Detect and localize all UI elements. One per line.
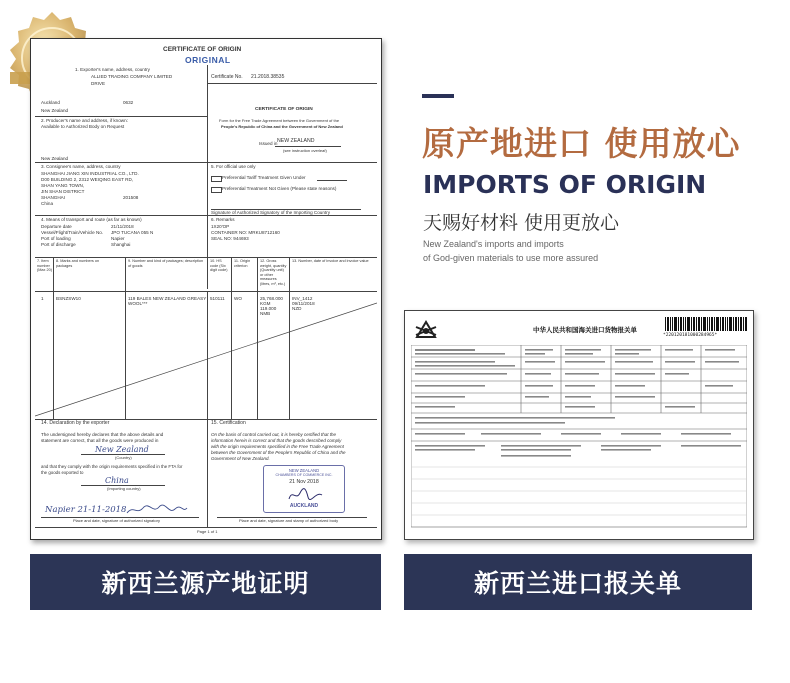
remark-line3: SEAL NO: 944693 (211, 236, 249, 241)
port-discharge: Shanghai (111, 242, 131, 247)
consignee-line5: SHANGHAI (41, 195, 65, 200)
consignee-country: China (41, 201, 54, 206)
banner-customs-declaration-label: 新西兰进口报关单 (473, 569, 682, 598)
en-heading: IMPORTS OF ORIGIN (423, 170, 707, 199)
col9-header: 9. Number and kind of packages; description of goods (128, 259, 204, 268)
cert-foot: Place and date, signature and stamp of authorized body (239, 518, 339, 523)
issued-in-label: Issued in (259, 141, 278, 146)
col12-header: 12. Gross weight, quantity (Quantity unit) or other measures (litres, m³, etc.) (260, 259, 287, 286)
decl-import-label: (Importing country) (107, 486, 141, 491)
sig-importing: Signature of Authorized Signatory of the Importing Country (211, 210, 330, 215)
stamp-date: 21 Nov 2018 (289, 479, 319, 485)
box1-label: 1. Exporter's name, address, country (75, 67, 150, 72)
box5-option2: Preferential Treatment Not Given (Please state reasons) (222, 186, 337, 191)
decl-country-handwritten: New Zealand (95, 445, 149, 454)
port-loading-label: Port of loading (41, 236, 71, 241)
original-stamp: ORIGINAL (185, 55, 231, 65)
exporter-signature-icon (125, 503, 189, 517)
box5-option1: Preferential Tariff Treatment Given Under (222, 175, 306, 180)
box5-checkbox-1 (211, 176, 222, 182)
row-weight4: NMB (260, 311, 271, 316)
col13-header: 13. Number, date of invoice and invoice value (292, 259, 369, 263)
row-origin: WO (234, 296, 242, 301)
box4-label: 4. Means of transport and route (as far as known) (41, 217, 142, 222)
decl-line4: the goods exported to (41, 470, 84, 475)
decl-import-handwritten: China (105, 476, 129, 485)
barcode-icon (665, 317, 747, 331)
exporter-code: 0632 (123, 100, 134, 105)
banner-origin-certificate (30, 554, 381, 610)
cert-line3: with the origin requirements specified in the Free Trade Agreement (211, 444, 344, 449)
row-desc-line1: 119 BALES NEW ZEALAND GREASY (128, 296, 207, 301)
cert-line5: Government of New Zealand. (211, 456, 270, 461)
row-hs-code: 510111 (210, 296, 225, 301)
banner-origin-certificate-label: 新西兰源产地证明 (101, 569, 310, 598)
departure-date: 21/11/2018 (111, 224, 134, 229)
box15-label: 15. Certification (211, 420, 246, 426)
decl-country-label: (Country) (115, 455, 132, 460)
decl-foot: Place and date, signature of authorized signatory (73, 518, 160, 523)
remark-line2: CONTAINER NO: MRKU8712160 (211, 230, 280, 235)
box14-label: 14. Declaration by the exporter (41, 420, 110, 426)
decl-line2: statement are correct, that all the goods were produced in (41, 438, 159, 443)
row-invoice3: NZD (292, 306, 302, 311)
col11-header: 11. Origin criterion (234, 259, 251, 268)
see-instruction: (see instruction overleaf) (283, 148, 327, 153)
cert-line4: between the Government of the People's Republic of China and the (211, 450, 346, 455)
box6-label: 6. Remarks (211, 217, 235, 222)
consignee-line4: JIN SHAN DISTRICT (41, 189, 85, 194)
cn-heading: 原产地进口 使用放心 (422, 124, 741, 163)
row-item-number: 1 (41, 296, 44, 301)
cert-line1: On the basis of control carried out, it is hereby certified that the (211, 432, 337, 437)
cert-no: 21.2018.38535 (251, 74, 285, 80)
description-line2: of God-given materials to use more assured (423, 253, 599, 263)
right-form-line1: Form for the Free Trade Agreement between the Government of the (219, 118, 340, 123)
customs-declaration-document (404, 310, 754, 540)
cert-no-label: Certificate No. (211, 74, 243, 80)
remark-line1: 1X20'OP (211, 224, 230, 229)
exporter-city: Auckland (41, 100, 60, 105)
col7-header: 7. Item number (Max 20) (37, 259, 52, 273)
consignee-line3: SHAN YANG TOWN, (41, 183, 85, 188)
row-weight1: 25,768.000 (260, 296, 283, 301)
decl-signature-handwritten: Napier 21-11-2018 (45, 505, 127, 515)
consignee-line2: D00 BUILDING 2, 2312 WEIQING EAST RD, (41, 177, 134, 182)
row-invoice1: INV_1412 (292, 296, 313, 301)
box2-note: Available to Authorized Body on Request (41, 124, 125, 129)
exporter-name: ALLIED TRADING COMPANY LIMITED (91, 74, 173, 79)
right-cert-title: CERTIFICATE OF ORIGIN (255, 107, 313, 112)
box5-label: 5. For official use only (211, 164, 256, 169)
description-line1: New Zealand's imports and imports (423, 239, 564, 249)
certifier-signature-icon (286, 487, 326, 503)
port-discharge-label: Port of discharge (41, 242, 76, 247)
consignee-line1: SHANGHAI JIANG XIN INDUSTRIAL CO., LTD. (41, 171, 139, 176)
row-weight2: KGM (260, 301, 271, 306)
decl-line1: The undersigned hereby declares that the above details and (41, 432, 164, 437)
exporter-country: New Zealand (41, 108, 69, 113)
row-marks: BSNZSW10 (56, 296, 81, 301)
customs-title: 中华人民共和国海关进口货物报关单 (533, 326, 637, 334)
stamp-city: AUCKLAND (289, 503, 319, 509)
stamp-line2: CHAMBERS OF COMMERCE INC. (275, 473, 333, 477)
col8-header: 8. Marks and numbers on packages (56, 259, 100, 268)
box2-label: 2. Producer's name and address, if known: (41, 118, 128, 123)
banner-customs-declaration (404, 554, 752, 610)
barcode-number: *220120181000284965* (663, 333, 718, 338)
decl-line3: and that they comply with the origin requirements specified in the FTA for (41, 464, 183, 469)
stamp-line1: NEW ZEALAND (288, 468, 320, 473)
customs-form-grid (411, 345, 747, 531)
accent-bar (422, 94, 454, 98)
departure-label: Departure date (41, 224, 72, 229)
consignee-postcode: 201508 (123, 195, 139, 200)
exporter-street: DRIVE (91, 81, 106, 86)
certificate-of-origin-document (30, 38, 382, 540)
vessel-no: JPO TUCANA 055 N (111, 230, 154, 235)
box5-checkbox-2 (211, 187, 222, 193)
customs-emblem-icon (413, 319, 439, 341)
box3-label: 3. Consignee's name, address, country (41, 164, 121, 169)
row-desc-line2: WOOL*** (128, 301, 148, 306)
box2-country: New Zealand (41, 156, 69, 161)
port-loading: Napier (111, 236, 125, 241)
col10-header: 10. HS code (Six digit code) (210, 259, 228, 273)
cancel-diagonal-line (35, 301, 377, 419)
row-invoice2: 09/11/2018 (292, 301, 315, 306)
issued-in: NEW ZEALAND (277, 138, 315, 144)
row-weight3: 119.000 (260, 306, 277, 311)
right-form-line2: People's Republic of China and the Government of New Zealand (221, 124, 343, 129)
chamber-stamp (263, 465, 345, 513)
cert-title: CERTIFICATE OF ORIGIN (163, 46, 242, 53)
cn-subheading: 天赐好材料 使用更放心 (423, 212, 620, 234)
page-number: Page 1 of 1 (197, 529, 218, 534)
vessel-label: Vessel/Flight/Train/Vehicle No. (41, 230, 104, 235)
cert-line2: information herein is correct and that the goods described comply (211, 438, 342, 443)
